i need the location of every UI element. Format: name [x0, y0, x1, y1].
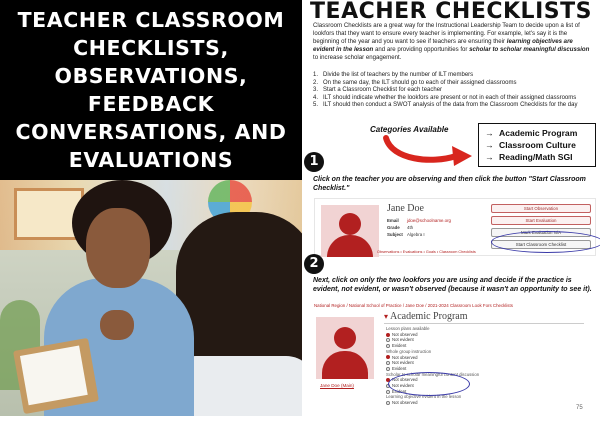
highlight-oval — [491, 231, 600, 253]
list-item: → Classroom Culture — [485, 140, 576, 150]
highlight-oval — [388, 372, 470, 396]
radio-option[interactable]: Not observed — [386, 377, 556, 383]
steps-list — [313, 72, 595, 110]
page-title: TEACHER CLASSROOM CHECKLISTS, OBSERVATIONS, FEEDBACK CONVERSATIONS, AND EVALUATIONS — [15, 8, 287, 172]
list-item: → Reading/Math SGI — [485, 152, 573, 162]
step-number-badge: 2 — [304, 254, 324, 274]
radio-icon — [386, 333, 390, 337]
step-number-badge: 1 — [304, 152, 324, 172]
arrow-right-icon: → — [485, 140, 494, 150]
avatar — [321, 205, 379, 257]
title-banner — [0, 0, 302, 180]
step-instruction: Click on the teacher you are observing and then click the button "Start Classroom Checklist." — [313, 176, 586, 192]
profile-tabs[interactable]: Observations • Evaluations • Goals • Classroom Checklists — [377, 250, 476, 254]
radio-icon — [386, 390, 390, 394]
categories-box — [478, 123, 596, 167]
chevron-down-icon: ▾ — [384, 312, 389, 321]
radio-option[interactable]: Not evident — [386, 360, 556, 366]
radio-icon — [386, 338, 390, 342]
list-item: → Academic Program — [485, 128, 578, 138]
classroom-photo — [0, 180, 302, 416]
arrow-right-icon: → — [485, 128, 494, 138]
list-item: 3. Start a Classroom Checklist for each teacher — [313, 87, 443, 94]
step-instruction: Next, click on only the two lookfors you are using and decide if the practice is evident, not evident, or wasn't observed (because it wasn't an opportunity to see it). — [313, 277, 592, 293]
checklist-section-header: ▾ Academic Program — [384, 311, 584, 324]
radio-option[interactable]: Not observed — [386, 355, 556, 361]
radio-option[interactable]: Not observed — [386, 400, 556, 406]
avatar — [316, 317, 374, 379]
start-classroom-checklist-button[interactable]: Start Classroom Checklist — [491, 240, 591, 249]
teacher-profile-screenshot — [314, 198, 596, 256]
radio-option[interactable]: Evident — [386, 366, 556, 372]
arrow-right-icon: → — [485, 152, 494, 162]
teacher-name: Jane Doe — [387, 203, 424, 214]
radio-option[interactable]: Evident — [386, 389, 556, 395]
start-evaluation-button[interactable]: Start Evaluation — [491, 216, 591, 225]
list-item: 1. Divide the list of teachers by the number of ILT members — [313, 72, 474, 78]
curved-arrow-icon — [382, 134, 474, 168]
radio-option[interactable]: Evident — [386, 343, 556, 349]
categories-label: Categories Available — [370, 125, 449, 134]
radio-icon — [386, 355, 390, 359]
radio-icon — [386, 344, 390, 348]
intro-paragraph: Classroom Checklists are a great way for the Instructional Leadership Team to decide upon a list of lookfors that they want to ensure every teacher is implementing. For example, let's say it is the beginning of the year and you want to see if teachers are ensuring their learning objectives are evident in the lesson and are providing opportunities for scholar to scholar meaningful discussion to increase scholar engagement. — [313, 22, 590, 61]
radio-icon — [386, 401, 390, 405]
criteria-list: Lesson plans available Not observed Not evident Evident Whole group instruction Not observed Not evident Evident Scholar to scholar meaningful content discussion Not observed Not evident Evident Learning objective evident in the lesson Not observed — [386, 326, 556, 406]
radio-option[interactable]: Not observed — [386, 332, 556, 338]
radio-option[interactable]: Not evident — [386, 337, 556, 343]
radio-icon — [386, 367, 390, 371]
section-title: TEACHER CHECKLISTS — [310, 0, 592, 24]
start-observation-button[interactable]: Start Observation — [491, 204, 591, 213]
radio-icon — [386, 361, 390, 365]
list-item: 5. ILT should then conduct a SWOT analysis of the data from the Classroom Checklists for the day — [313, 102, 578, 109]
right-panel — [302, 0, 600, 424]
teacher-link[interactable]: Jane Doe (Main) — [320, 383, 354, 388]
clipboard-icon — [13, 338, 99, 414]
radio-option[interactable]: Not evident — [386, 383, 556, 389]
checklist-screenshot — [314, 303, 596, 413]
mark-evaluation-na-button[interactable]: Mark Evaluation N/A — [491, 228, 591, 237]
page-number: 75 — [576, 405, 583, 411]
list-item: 2. On the same day, the ILT should go to each of their assigned classrooms — [313, 79, 517, 86]
breadcrumb[interactable]: National Region / National School of Practice / Jane Doe / 2021-2024 Classroom Look Fors Checklists — [314, 303, 513, 308]
teacher-details: Email jdoe@schoolname.org Grade 4th Subject Algebra I — [387, 218, 451, 237]
list-item: 4. ILT should indicate whether the lookfors are present or not in each of their assigned classrooms — [313, 94, 577, 101]
